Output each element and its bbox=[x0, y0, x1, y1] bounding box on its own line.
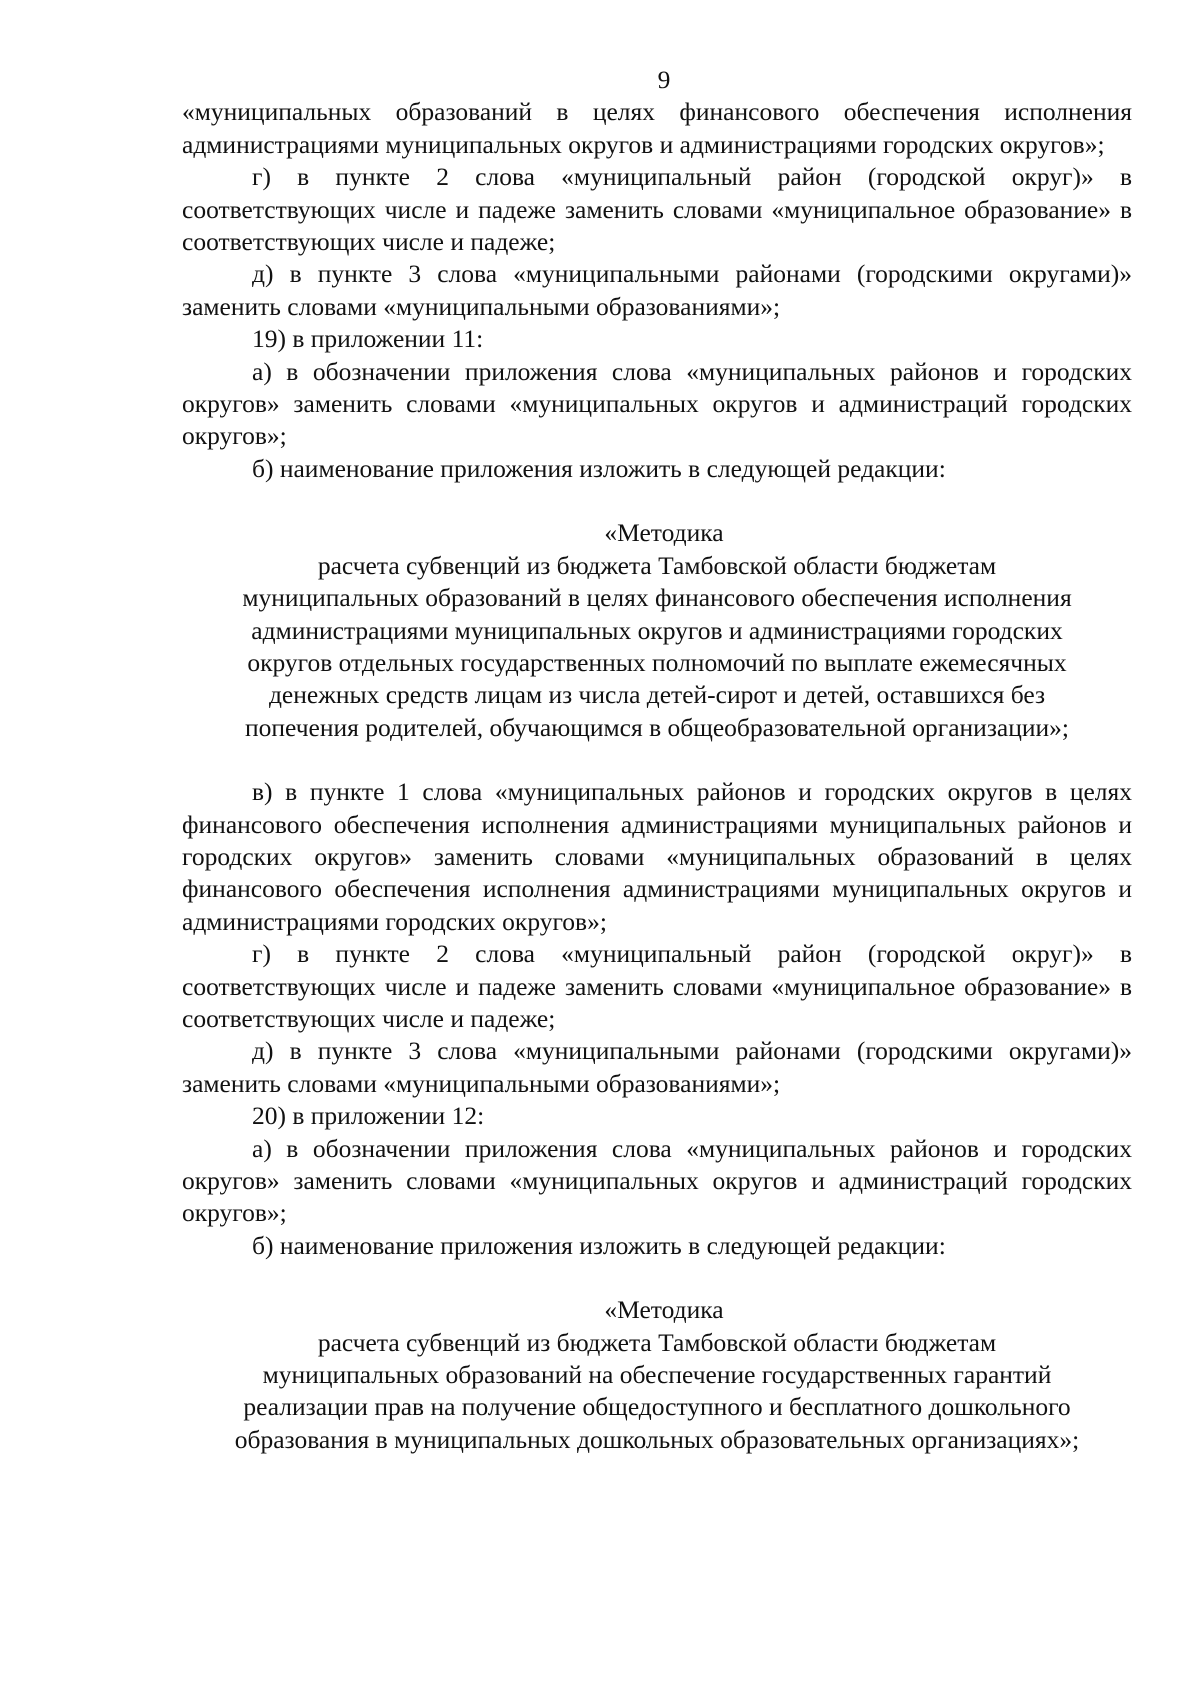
title-line: администрациями муниципальных округов и администрациями городских bbox=[251, 615, 1063, 645]
paragraph-v-2: в) в пункте 1 слова «муниципальных районов и городских округов в целях финансового обеспечения исполнения администрациями муниципальных районов и городских округов» заменить словами «муниципальных образований в целях финансового обеспечения исполнения администрациями муниципальных округов и администрациями городских округов»; bbox=[182, 777, 1132, 936]
title-line: муниципальных образований в целях финансового обеспечения исполнения bbox=[242, 583, 1072, 613]
page-number: 9 bbox=[657, 65, 671, 94]
title-line: расчета субвенций из бюджета Тамбовской области бюджетам bbox=[317, 1327, 997, 1357]
paragraph-b-1: б) наименование приложения изложить в следующей редакции: bbox=[252, 453, 946, 483]
paragraph-d-2: д) в пункте 3 слова «муниципальными районами (городскими округами)» заменить словами «муниципальными образованиями»; bbox=[182, 1036, 1132, 1098]
title-line: расчета субвенций из бюджета Тамбовской области бюджетам bbox=[317, 550, 997, 580]
title-line: образования в муниципальных дошкольных образовательных организациях»; bbox=[234, 1424, 1080, 1454]
title-line: округов отдельных государственных полномочий по выплате ежемесячных bbox=[247, 647, 1067, 677]
paragraph-b-2: б) наименование приложения изложить в следующей редакции: bbox=[252, 1230, 946, 1260]
methodology-title-1 bbox=[182, 517, 1132, 744]
paragraph-g-1: г) в пункте 2 слова «муниципальный район (городской округ)» в соответствующих числе и падеже заменить словами «муниципальное образование» в соответствующих числе и падеже; bbox=[182, 162, 1132, 257]
item-19: 19) в приложении 11: bbox=[252, 324, 484, 354]
paragraph-d-1: д) в пункте 3 слова «муниципальными районами (городскими округами)» заменить словами «муниципальными образованиями»; bbox=[182, 259, 1132, 321]
title-line: реализации прав на получение общедоступного и бесплатного дошкольного bbox=[243, 1392, 1071, 1422]
title-heading: «Методика bbox=[604, 518, 724, 548]
methodology-title-2 bbox=[182, 1294, 1132, 1456]
item-20: 20) в приложении 12: bbox=[252, 1101, 485, 1131]
document-page bbox=[182, 64, 1132, 1456]
title-line: денежных средств лицам из числа детей-сирот и детей, оставшихся без bbox=[268, 680, 1046, 710]
paragraph-continuation: «муниципальных образований в целях финансового обеспечения исполнения администрациями муниципальных округов и администрациями городских округов»; bbox=[182, 97, 1132, 159]
paragraph-a-1: а) в обозначении приложения слова «муниципальных районов и городских округов» заменить словами «муниципальных округов и администраций городских округов»; bbox=[182, 356, 1132, 451]
title-line: попечения родителей, обучающимся в общеобразовательной организации»; bbox=[245, 712, 1069, 742]
title-line: муниципальных образований на обеспечение государственных гарантий bbox=[262, 1360, 1052, 1390]
title-heading: «Методика bbox=[604, 1295, 724, 1325]
paragraph-a-2: а) в обозначении приложения слова «муниципальных районов и городских округов» заменить словами «муниципальных округов и администраций городских округов»; bbox=[182, 1133, 1132, 1228]
paragraph-g-2: г) в пункте 2 слова «муниципальный район (городской округ)» в соответствующих числе и падеже заменить словами «муниципальное образование» в соответствующих числе и падеже; bbox=[182, 939, 1132, 1033]
